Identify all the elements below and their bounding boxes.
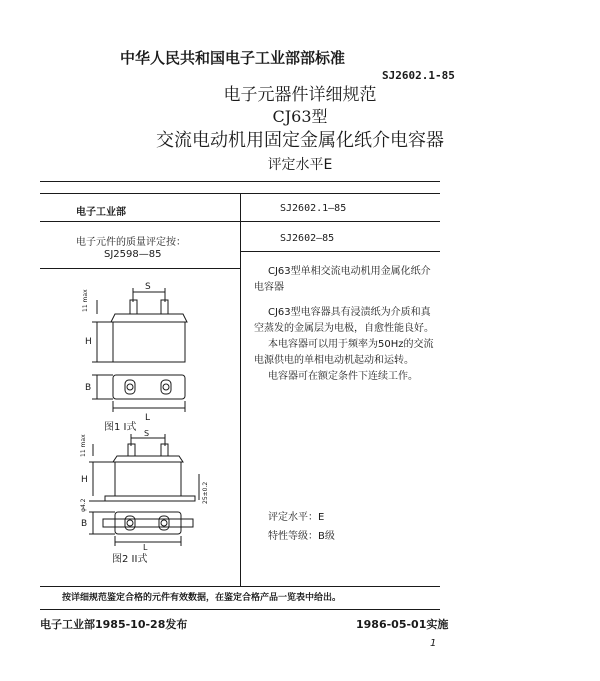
description-block [254,305,434,385]
fig1-label-h: H [85,337,92,347]
fig2-body [115,462,181,496]
product-line-2: 电容器 [254,282,284,293]
fig1-label-s: S [145,282,151,292]
fig1-terminal-left [130,300,137,314]
desc-line-1: CJ63型电容器具有浸渍纸为介质和真 [268,307,431,318]
figure-2-caption: 图2 II式 [112,554,148,565]
rule-note [40,609,440,610]
footer-issued: 电子工业部1985-10-28发布 [40,618,188,631]
bottom-note: 按详细规范鉴定合格的元件有效数据，在鉴定合格产品一览表中给出。 [62,593,342,603]
fig1-bottom-view [113,375,185,399]
desc-line-5: 电容器可在额定条件下连续工作。 [268,371,418,382]
fig2-label-s: S [144,430,150,438]
fig2-label-l: L [143,543,148,550]
right-code-2: SJ2602—85 [280,233,335,244]
characteristic-grade: 特性等级：B级 [268,531,335,542]
title-line-3: 交流电动机用固定金属化纸介电容器 [156,130,444,151]
fig1-label-l: L [145,413,151,423]
product-line-1: CJ63型单相交流电动机用金属化纸介 [268,266,431,277]
rule-top [40,181,440,182]
figure-1-drawing [75,280,225,430]
fig1-lid [111,314,187,322]
desc-line-2: 空蒸发的金属层为电极，自愈性能良好。 [254,323,434,334]
fig2-lid [113,456,183,462]
desc-line-3: 本电容器可以用于频率为50Hz的交流 [268,339,434,350]
spec-code: SJ2598—85 [104,249,162,260]
right-code-1: SJ2602.1—85 [280,203,347,214]
fig1-label-b: B [85,383,92,393]
title-line-4: 评定水平E [267,157,333,173]
standard-code: SJ2602.1-85 [382,69,455,82]
rule-row-left [40,268,240,269]
rule-bottom [40,586,440,587]
fig2-label-b: B [81,519,88,529]
spec-label: 电子元件的质量评定按： [76,237,186,248]
page-number: 1 [430,638,437,649]
figure-2-drawing [75,430,225,550]
title-block [0,84,600,176]
issuing-org: 中华人民共和国电子工业部部标准 [120,49,346,67]
fig2-label-phi: φ4.2 [80,498,87,512]
fig1-body [113,322,185,362]
fig1-terminal-right [161,300,168,314]
title-line-2: CJ63型 [272,107,328,126]
rule-row-right [240,251,440,252]
figure-1-caption: 图1 I式 [104,422,137,433]
fig2-label-side: 25±0.2 [202,481,209,504]
assessment-level: 评定水平：E [268,512,325,523]
fig2-label-h: H [81,475,88,485]
fig1-label-top: 11 max [82,289,89,312]
fig2-label-top: 11 max [80,434,87,457]
ministry-label: 电子工业部 [76,207,126,218]
footer-effective: 1986-05-01实施 [356,618,449,631]
desc-line-4: 电源供电的单相电动机起动和运转。 [254,355,414,366]
title-line-1: 电子元器件详细规范 [223,85,377,105]
rule-row-1 [40,221,440,222]
